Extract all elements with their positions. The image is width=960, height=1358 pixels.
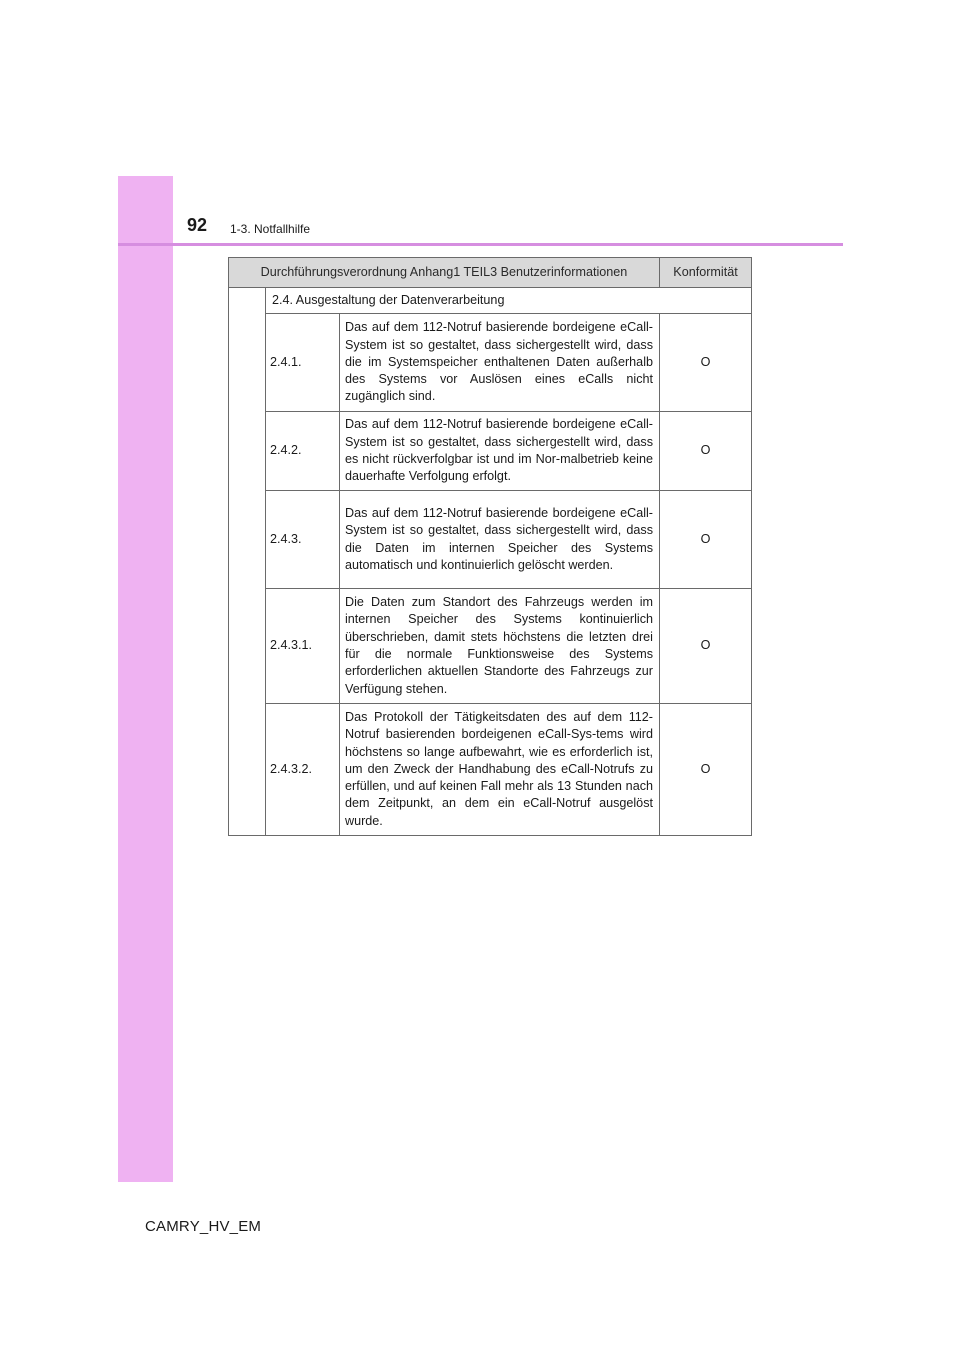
- row-number: 2.4.3.2.: [266, 704, 340, 836]
- table-row: [229, 589, 752, 704]
- row-description: Die Daten zum Standort des Fahrzeugs werden im internen Speicher des Systems kontinuierlich überschrieben, damit stets höchstens die letzten drei für die normale Funktionsweise des Systems erforderlichen aktuellen Standorte des Fahrzeugs zur Verfügung stehen.: [340, 589, 660, 704]
- header-divider: [118, 243, 843, 246]
- group-indent-cell: [229, 288, 266, 836]
- group-title: 2.4. Ausgestaltung der Datenverarbeitung: [266, 288, 752, 314]
- page-number: 92: [187, 215, 208, 235]
- table-row: [229, 314, 752, 412]
- column-header-conformity: Konformität: [660, 258, 752, 288]
- row-description: Das auf dem 112-Notruf basierende bordeigene eCall-System ist so gestaltet, dass sichergestellt wird, dass die Daten im internen Speicher des Systems automatisch und kontinuierlich gelöscht werden.: [340, 491, 660, 589]
- row-conformity: O: [660, 412, 752, 491]
- table-row: [229, 491, 752, 589]
- side-color-band: [118, 176, 173, 1182]
- row-number: 2.4.2.: [266, 412, 340, 491]
- row-description: Das auf dem 112-Notruf basierende bordeigene eCall-System ist so gestaltet, dass sichergestellt wird, dass es nicht rückverfolgbar ist und im Nor-malbetrieb keine dauerhafte Verfolgung erfolgt.: [340, 412, 660, 491]
- section-title: 1-3. Notfallhilfe: [230, 222, 311, 236]
- row-conformity: O: [660, 491, 752, 589]
- column-header-regulation: Durchführungsverordnung Anhang1 TEIL3 Benutzerinformationen: [229, 258, 660, 288]
- table-row: [229, 412, 752, 491]
- row-description: Das Protokoll der Tätigkeitsdaten des auf dem 112-Notruf basierenden bordeigenen eCall-Sys-tems wird höchstens so lange aufbewahrt, wie es erforderlich ist, um den Zweck der Handhabung des eCall-Notrufs zu erfüllen, und auf keinen Fall mehr als 13 Stunden nach dem Zeitpunkt, an dem ein eCall-Notruf ausgelöst wurde.: [340, 704, 660, 836]
- table-row: [229, 704, 752, 836]
- row-number: 2.4.1.: [266, 314, 340, 412]
- table-header-row: [229, 258, 752, 288]
- conformity-table: [228, 257, 752, 836]
- row-conformity: O: [660, 589, 752, 704]
- row-conformity: O: [660, 314, 752, 412]
- document-code: CAMRY_HV_EM: [145, 1218, 262, 1235]
- row-conformity: O: [660, 704, 752, 836]
- row-number: 2.4.3.: [266, 491, 340, 589]
- group-title-row: [229, 288, 752, 314]
- row-number: 2.4.3.1.: [266, 589, 340, 704]
- row-description: Das auf dem 112-Notruf basierende bordeigene eCall-System ist so gestaltet, dass sichergestellt wird, dass die im Systemspeicher enthaltenen Daten außerhalb des Systems vor Auslösen eines eCalls nicht zugänglich sind.: [340, 314, 660, 412]
